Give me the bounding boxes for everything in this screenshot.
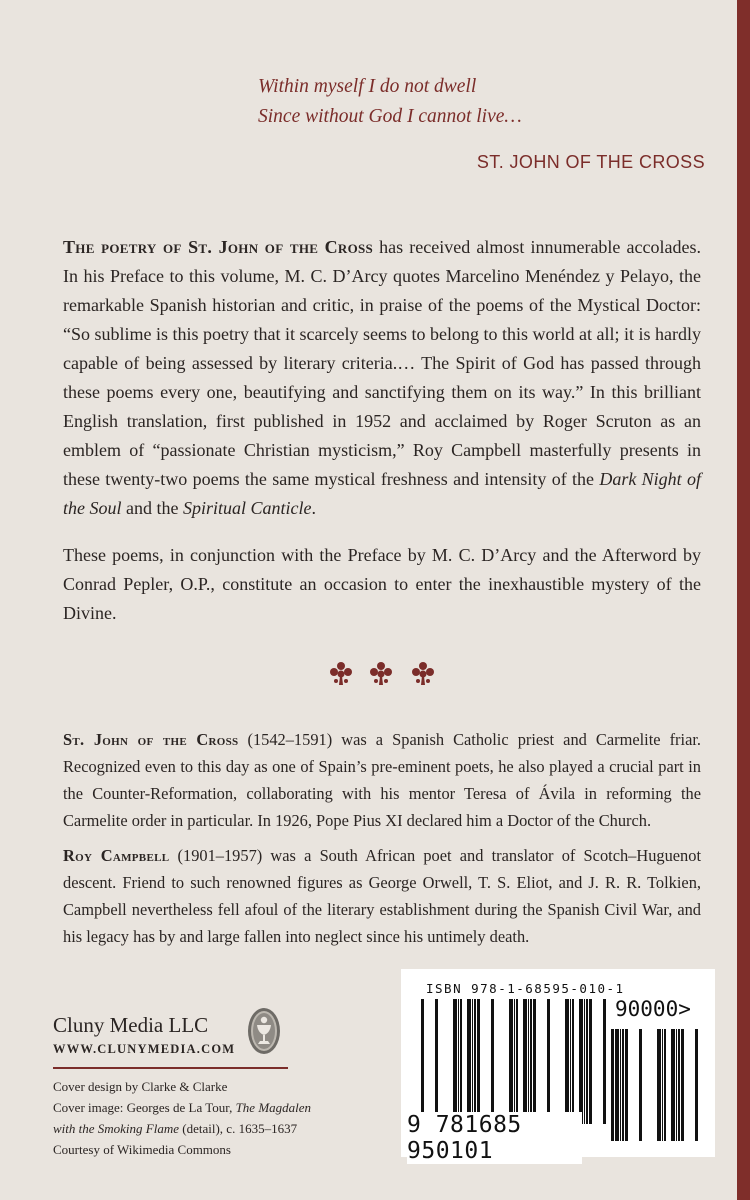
barcode-bar — [681, 1029, 684, 1141]
barcode-bar — [584, 999, 585, 1124]
epigraph-line-1: Within myself I do not dwell — [258, 76, 477, 97]
credits-divider — [53, 1067, 288, 1069]
title-spiritual-canticle: Spiritual Canticle — [182, 498, 312, 518]
description-paragraph-2: These poems, in conjunction with the Preface by M. C. D’Arcy and the Afterword by Conrad Pepler, O.P., constitute an occasion to enter the inexhaustible mystery of the Divine. — [63, 545, 701, 623]
barcode-bar — [453, 999, 457, 1124]
barcode-bar — [516, 999, 518, 1124]
barcode-bar — [533, 999, 536, 1124]
barcode-bar — [662, 1029, 663, 1141]
barcode-bar — [460, 999, 462, 1124]
credit-image-title-a: The Magdalen — [235, 1100, 312, 1115]
description-end: . — [311, 498, 316, 518]
fleuron-icon — [328, 660, 354, 686]
credit-design: Cover design by Clarke & Clarke — [53, 1079, 228, 1094]
barcode-bar — [435, 999, 438, 1124]
credit-image-line-1 — [53, 1097, 373, 1118]
barcode-bar — [678, 1029, 680, 1141]
epigraph-line-2: Since without God I cannot live… — [258, 106, 522, 127]
title-dark-night: Dark Night of the Soul — [63, 469, 701, 518]
description-and: and the — [121, 498, 183, 518]
barcode-bar — [620, 1029, 621, 1141]
description-paragraph-1 — [63, 233, 701, 523]
barcode-bar — [477, 999, 480, 1124]
barcode-bar — [467, 999, 471, 1124]
epigraph — [258, 72, 718, 132]
fleuron-icon — [368, 660, 394, 686]
epigraph-attribution: ST. JOHN OF THE CROSS — [476, 152, 705, 172]
barcode-bar — [579, 999, 583, 1124]
barcode-bars — [421, 999, 606, 1124]
barcode-bar — [625, 1029, 628, 1141]
barcode-bar — [603, 999, 606, 1124]
barcode-bar — [639, 1029, 642, 1141]
credit-image-line-2 — [53, 1118, 373, 1139]
barcode-bar — [570, 999, 571, 1124]
credit-image-prefix: Cover image: Georges de La Tour, — [53, 1100, 236, 1115]
barcode-bar — [695, 1029, 698, 1141]
bio-roy-campbell-text: (1901–1957) was a South African poet and translator of Scotch–Huguenot descent. Friend to such renowned figures as George Orwell, T. S. Eliot, and J. R. R. Tolkien, Campbell nevertheless fell afoul of the literary establishment during the Spanish Civil War, and his legacy has by and large fallen into neglect since his untimely death. — [63, 846, 701, 946]
ornament-divider — [0, 660, 750, 690]
barcode-bar — [657, 1029, 661, 1141]
barcode-bar — [458, 999, 459, 1124]
cover-credits — [53, 1076, 373, 1160]
barcode-bar — [523, 999, 527, 1124]
barcode-bar — [664, 1029, 666, 1141]
description-text: has received almost innumerable accolades. In his Preface to this volume, M. C. D’Arcy quotes Marcelino Menéndez y Pelayo, the remarkable Spanish historian and critic, in praise of the poems of the Mystical Doctor: “So sublime is this poetry that it scarcely seems to belong to this world at all; it is hardly capable of being assessed by literary criteria.… The Spirit of God has passed through these poems every one, beautifying and sanctifying them on its way.” In this brilliant English translation, first published in 1952 and acclaimed by Roger Scruton as an emblem of “passionate Christian mysticism,” Roy Campbell masterfully presents in these twenty-two poems the same mystical freshness and intensity of the — [63, 237, 701, 489]
credit-image-suffix: (detail), c. 1635–1637 — [179, 1121, 298, 1136]
bio-st-john-name: St. John of the Cross — [63, 730, 239, 749]
description-lead: The poetry of St. John of the Cross — [63, 237, 374, 257]
spine-color-band — [737, 0, 750, 1200]
publisher-name: Cluny Media LLC — [53, 1013, 209, 1037]
barcode-box — [401, 969, 715, 1164]
barcode-bar — [514, 999, 515, 1124]
credit-courtesy: Courtesy of Wikimedia Commons — [53, 1142, 231, 1157]
chalice-medallion-icon — [246, 1006, 282, 1056]
barcode-bar — [474, 999, 476, 1124]
barcode-bar — [547, 999, 550, 1124]
barcode-bar — [472, 999, 473, 1124]
bio-st-john-text: (1542–1591) was a Spanish Catholic priest and Carmelite friar. Recognized even to this day as one of Spain’s pre-eminent poets, he also played a crucial part in the Counter-Reformation, collaborating with his mentor Teresa of Ávila in reforming the Carmelite order in particular. In 1926, Pope Pius XI declared him a Doctor of the Church. — [63, 730, 701, 830]
barcode-bar — [572, 999, 574, 1124]
barcode-bar — [611, 1029, 614, 1141]
isbn-label: ISBN 978-1-68595-010-1 — [426, 981, 625, 996]
bio-st-john — [63, 726, 701, 834]
bio-roy-campbell — [63, 842, 701, 950]
bio-roy-campbell-name: Roy Campbell — [63, 846, 170, 865]
credit-image-title-b: with the Smoking Flame — [53, 1121, 180, 1136]
barcode-bar — [676, 1029, 677, 1141]
barcode-bar — [421, 999, 424, 1124]
barcode-digits: 9 781685 950101 — [407, 1112, 582, 1164]
barcode-bar — [671, 1029, 675, 1141]
barcode-bar — [509, 999, 513, 1124]
barcode-bar — [528, 999, 529, 1124]
fleuron-icon — [410, 660, 436, 686]
barcode-bar — [586, 999, 588, 1124]
barcode-bar — [615, 1029, 619, 1141]
barcode-bar — [622, 1029, 624, 1141]
barcode-addon-number: 90000> — [615, 997, 691, 1021]
barcode-bar — [565, 999, 569, 1124]
addon-barcode-bars — [611, 1029, 707, 1141]
barcode-bar — [491, 999, 494, 1124]
barcode-bar — [530, 999, 532, 1124]
barcode-bar — [589, 999, 592, 1124]
publisher-website: WWW.CLUNYMEDIA.COM — [53, 1042, 236, 1056]
